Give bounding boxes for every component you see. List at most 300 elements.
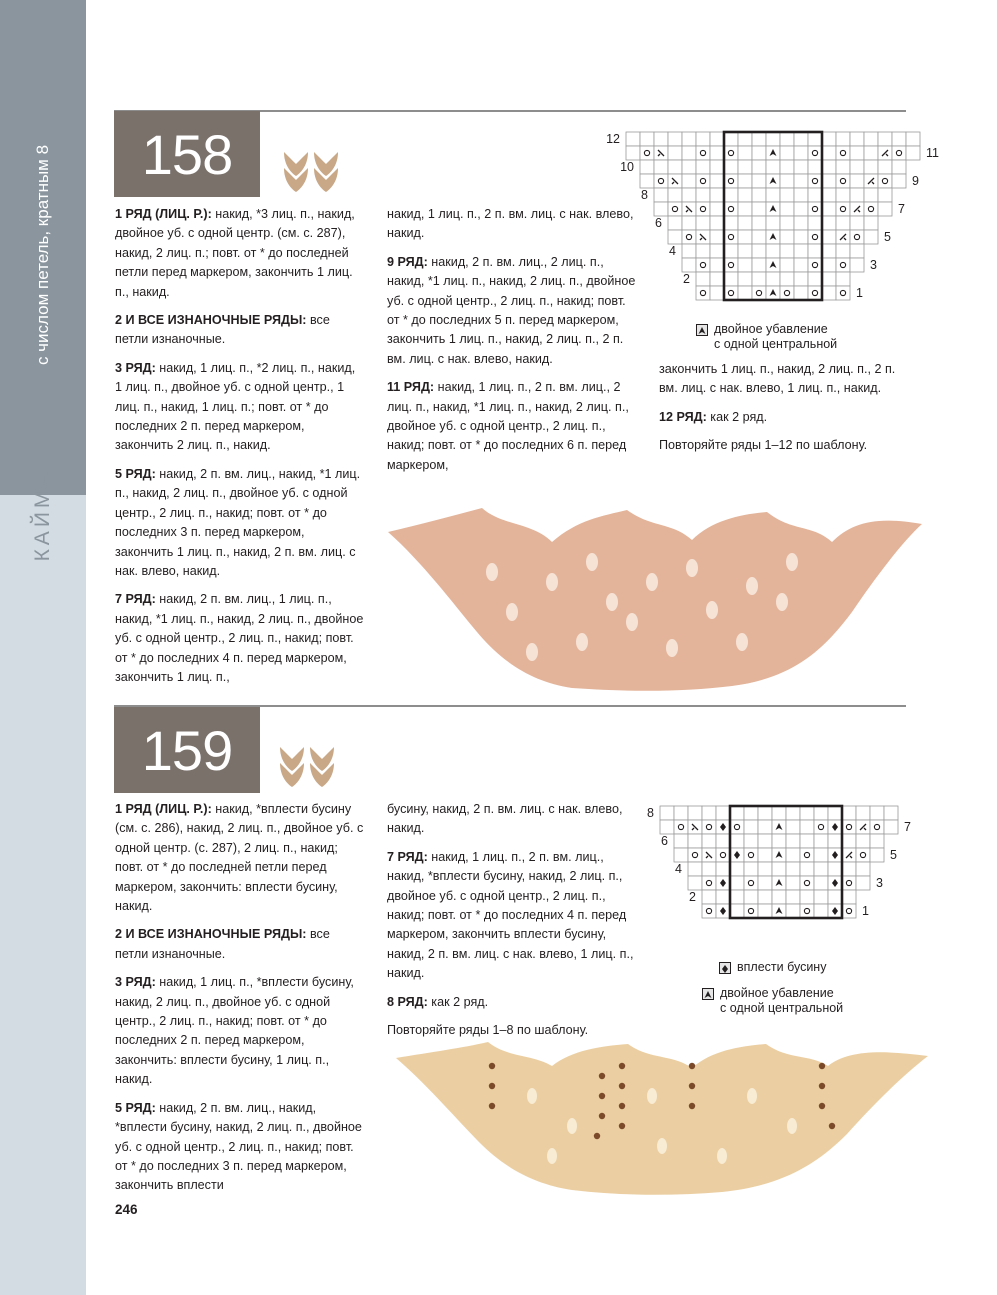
- chart-cell: [828, 834, 842, 848]
- chart-cell: [752, 202, 766, 216]
- chart-cell: [626, 146, 640, 160]
- chart-cell: [744, 820, 758, 834]
- bead-dot: [489, 1083, 495, 1089]
- pattern-159-instructions-col1: [115, 800, 365, 1205]
- chart-cell: [738, 272, 752, 286]
- eyelet-hole: [787, 1118, 797, 1134]
- chart-cell: [878, 202, 892, 216]
- bead-dot: [489, 1103, 495, 1109]
- chart-cell: [786, 862, 800, 876]
- chart-cell: [724, 286, 738, 300]
- chart-cell: [738, 132, 752, 146]
- eyelet-hole: [626, 613, 638, 631]
- chart-cell: [794, 174, 808, 188]
- row-number-label: 2: [683, 272, 690, 286]
- eyelet-hole: [527, 1088, 537, 1104]
- row-number-label: 4: [669, 244, 676, 258]
- chart-cell: [786, 806, 800, 820]
- chart-cell: [654, 160, 668, 174]
- chart-cell: [682, 258, 696, 272]
- bead-dot: [619, 1083, 625, 1089]
- instruction-row: [387, 800, 642, 839]
- knitted-swatch-159: [392, 1036, 932, 1198]
- chart-cell: [752, 132, 766, 146]
- chart-cell: [758, 876, 772, 890]
- chart-cell: [836, 272, 850, 286]
- chart-cell: [744, 904, 758, 918]
- chart-cell: [738, 258, 752, 272]
- chart-cell: [752, 216, 766, 230]
- chart-cell: [906, 146, 920, 160]
- row-number-label: 5: [884, 230, 891, 244]
- chart-cell: [758, 806, 772, 820]
- chart-cell: [892, 146, 906, 160]
- row-number-label: 5: [890, 848, 897, 862]
- chart-cell: [738, 216, 752, 230]
- chart-cell: [724, 202, 738, 216]
- chart-cell: [738, 146, 752, 160]
- chart-cell: [758, 848, 772, 862]
- chart-cell: [822, 258, 836, 272]
- chart-cell: [702, 806, 716, 820]
- row-number-label: 8: [647, 806, 654, 820]
- chart-cell: [856, 862, 870, 876]
- chart-cell: [842, 904, 856, 918]
- chart-cell: [814, 862, 828, 876]
- chart-cell: [752, 286, 766, 300]
- row-number-label: 4: [675, 862, 682, 876]
- chart-cell: [786, 834, 800, 848]
- chart-cell: [738, 174, 752, 188]
- chart-cell: [800, 890, 814, 904]
- chart-cell: [710, 230, 724, 244]
- chart-cell: [752, 160, 766, 174]
- eyelet-hole: [606, 593, 618, 611]
- chart-cell: [702, 876, 716, 890]
- chart-cell: [688, 862, 702, 876]
- chart-cell: [724, 132, 738, 146]
- chart-cell: [752, 188, 766, 202]
- chart-cell: [822, 230, 836, 244]
- bead-dot: [619, 1063, 625, 1069]
- instruction-row: [387, 378, 637, 475]
- eyelet-hole: [646, 573, 658, 591]
- chart-cell: [744, 848, 758, 862]
- chart-cell: [730, 806, 744, 820]
- chart-cell: [780, 230, 794, 244]
- chart-cell: [640, 132, 654, 146]
- chart-cell: [842, 834, 856, 848]
- chart-cell: [674, 806, 688, 820]
- eyelet-hole: [746, 577, 758, 595]
- chart-cell: [738, 244, 752, 258]
- chart-cell: [850, 146, 864, 160]
- chart-cell: [864, 146, 878, 160]
- chart-cell: [864, 132, 878, 146]
- row-number-label: 3: [870, 258, 877, 272]
- chart-cell: [738, 160, 752, 174]
- row-text: накид, 2 п. вм. лиц., накид, *вплести бусину, накид, 2 лиц. п., двойное уб. с одной центр., 2 лиц. п., накид; повт. от * до последних 3 п. перед маркером, закончить вплести: [115, 1100, 362, 1193]
- eyelet-hole: [786, 553, 798, 571]
- chart-cell: [836, 174, 850, 188]
- chart-cell: [878, 188, 892, 202]
- chart-cell: [878, 132, 892, 146]
- bead-dot: [689, 1083, 695, 1089]
- page-number: 246: [115, 1202, 138, 1217]
- row-text: Повторяйте ряды 1–12 по шаблону.: [659, 438, 868, 453]
- chart-cell: [688, 834, 702, 848]
- chart-cell: [682, 230, 696, 244]
- chart-cell: [702, 820, 716, 834]
- chart-cell: [660, 806, 674, 820]
- eyelet-hole: [567, 1118, 577, 1134]
- chart-cell: [822, 174, 836, 188]
- chart-cell: [780, 202, 794, 216]
- chart-cell: [696, 132, 710, 146]
- chart-cell: [892, 132, 906, 146]
- chart-cell: [808, 258, 822, 272]
- chart-cell: [716, 834, 730, 848]
- instruction-row: [115, 359, 365, 456]
- chart-cell: [794, 286, 808, 300]
- chart-cell: [870, 806, 884, 820]
- chart-cell: [850, 230, 864, 244]
- chart-cell: [828, 890, 842, 904]
- chart-cell: [696, 174, 710, 188]
- chart-cell: [836, 132, 850, 146]
- eyelet-hole: [666, 639, 678, 657]
- chart-cell: [696, 188, 710, 202]
- chart-cell: [794, 132, 808, 146]
- row-heading: 11 РЯД:: [387, 380, 435, 395]
- chart-cell: [780, 244, 794, 258]
- pattern-number-159: 159: [114, 707, 260, 793]
- chart-cell: [794, 146, 808, 160]
- chart-cell: [688, 806, 702, 820]
- row-text: все петли изнаночные.: [115, 927, 330, 961]
- bead-dot: [689, 1063, 695, 1069]
- chart-cell: [640, 160, 654, 174]
- chart-cell: [814, 806, 828, 820]
- chart-cell: [814, 820, 828, 834]
- chart-cell: [892, 160, 906, 174]
- row-number-label: 7: [904, 820, 911, 834]
- row-heading: 12 РЯД:: [659, 409, 707, 424]
- chart-cell: [822, 216, 836, 230]
- chart-cell: [696, 272, 710, 286]
- chart-cell: [668, 132, 682, 146]
- row-text: накид, 2 п. вм. лиц., накид, *1 лиц. п., накид, 2 лиц. п., двойное уб. с одной центр., 2 лиц. п., накид; повт. от * до последних 3 п. перед маркером, закончить 1 лиц. п., накид, 2 п. вм. лиц. с нак. влево, накид.: [115, 466, 361, 578]
- chart-cell: [744, 862, 758, 876]
- chart-cell: [856, 848, 870, 862]
- chart-cell: [738, 286, 752, 300]
- chart-cell: [800, 806, 814, 820]
- chart-cell: [808, 174, 822, 188]
- chart-cell: [654, 202, 668, 216]
- chart-cell: [674, 834, 688, 848]
- instruction-row: [115, 311, 365, 350]
- chart-cell: [794, 188, 808, 202]
- diamond-icon: [719, 962, 731, 974]
- chart-cell: [668, 146, 682, 160]
- chart-cell: [822, 188, 836, 202]
- chart-cell: [800, 876, 814, 890]
- chart-cell: [716, 806, 730, 820]
- chart-cell: [822, 160, 836, 174]
- row-number-label: 6: [661, 834, 668, 848]
- chart-cell: [668, 188, 682, 202]
- eyelet-hole: [586, 553, 598, 571]
- chart-cell: [696, 202, 710, 216]
- chart-cell: [850, 188, 864, 202]
- sidebar: с числом петель, кратным 8 КАЙМА: [0, 0, 86, 1295]
- chart-cell: [786, 904, 800, 918]
- chart-cell: [772, 834, 786, 848]
- chart-cell: [800, 862, 814, 876]
- chart-cell: [752, 244, 766, 258]
- chart-cell: [794, 272, 808, 286]
- pattern-158-instructions-col3: [659, 360, 909, 465]
- chart-cell: [822, 244, 836, 258]
- chart-cell: [744, 890, 758, 904]
- instruction-row: [115, 205, 365, 302]
- chart-cell: [822, 286, 836, 300]
- chart-cell: [800, 820, 814, 834]
- chart-cell: [864, 188, 878, 202]
- chart-cell: [724, 258, 738, 272]
- bead-dot: [594, 1133, 600, 1139]
- chart-cell: [702, 834, 716, 848]
- chart-cell: [688, 876, 702, 890]
- row-number-label: 8: [641, 188, 648, 202]
- chart-cell: [892, 174, 906, 188]
- chart-cell: [808, 202, 822, 216]
- chart-cell: [654, 132, 668, 146]
- chart-cell: [856, 806, 870, 820]
- chart-cell: [864, 230, 878, 244]
- row-number-label: 2: [689, 890, 696, 904]
- chart-cell: [864, 160, 878, 174]
- chart-cell: [772, 862, 786, 876]
- chart-cell: [766, 272, 780, 286]
- chart-cell: [884, 820, 898, 834]
- row-number-label: 11: [926, 146, 939, 160]
- chart-cell: [724, 146, 738, 160]
- chart-cell: [640, 174, 654, 188]
- chart-cell: [828, 806, 842, 820]
- eyelet-hole: [706, 601, 718, 619]
- bead-dot: [599, 1093, 605, 1099]
- chart-cell: [828, 862, 842, 876]
- chart-cell: [822, 146, 836, 160]
- legend-label-decrease: двойное убавление с одной центральной: [720, 986, 844, 1015]
- chart-cell: [814, 904, 828, 918]
- eyelet-hole: [576, 633, 588, 651]
- chart-cell: [786, 890, 800, 904]
- chart-cell: [710, 202, 724, 216]
- chart-cell: [850, 160, 864, 174]
- chart-cell: [668, 216, 682, 230]
- chart-cell: [710, 272, 724, 286]
- chart-cell: [794, 230, 808, 244]
- chart-cell: [842, 862, 856, 876]
- row-text: накид, 1 лиц. п., *вплести бусину, накид, 2 лиц. п., двойное уб. с одной центр., 2 лиц. п., накид; повт. от * до последних 2 п. перед маркером, закончить: вплести бусину, 1 лиц. п., накид.: [115, 975, 354, 1087]
- chart-cell: [780, 188, 794, 202]
- chart-cell: [842, 890, 856, 904]
- chart-cell: [730, 904, 744, 918]
- chart-cell: [674, 820, 688, 834]
- chart-cell: [696, 160, 710, 174]
- chart-cell: [696, 216, 710, 230]
- chart-cell: [702, 904, 716, 918]
- chart-cell: [682, 160, 696, 174]
- eyelet-hole: [657, 1138, 667, 1154]
- chart-cell: [870, 848, 884, 862]
- chart-cell: [780, 258, 794, 272]
- chart-cell: [842, 806, 856, 820]
- chart-cell: [766, 132, 780, 146]
- chart-cell: [780, 174, 794, 188]
- instruction-row: [387, 848, 642, 984]
- chart-cell: [786, 820, 800, 834]
- chart-cell: [696, 146, 710, 160]
- chart-cell: [772, 890, 786, 904]
- chart-cell: [668, 202, 682, 216]
- chart-cell: [752, 272, 766, 286]
- chart-cell: [772, 806, 786, 820]
- eyelet-hole: [547, 1148, 557, 1164]
- chart-cell: [808, 244, 822, 258]
- chart-cell: [822, 202, 836, 216]
- chart-cell: [724, 216, 738, 230]
- pattern-159-chart: [640, 800, 920, 924]
- chart-cell: [786, 876, 800, 890]
- chart-cell: [702, 890, 716, 904]
- chart-cell: [808, 286, 822, 300]
- eyelet-hole: [506, 603, 518, 621]
- eyelet-hole: [717, 1148, 727, 1164]
- chart-cell: [738, 202, 752, 216]
- chart-cell: [800, 834, 814, 848]
- chart-cell: [878, 160, 892, 174]
- row-number-label: 3: [876, 876, 883, 890]
- instruction-row: [659, 436, 909, 455]
- double-decrease-icon: [702, 988, 714, 1000]
- stitch-hearts-icon: [282, 150, 340, 192]
- chart-cell: [808, 272, 822, 286]
- chart-cell: [766, 160, 780, 174]
- chart-cell: [738, 188, 752, 202]
- chart-cell: [744, 834, 758, 848]
- chart-cell: [808, 160, 822, 174]
- chart-cell: [758, 890, 772, 904]
- chart-cell: [884, 806, 898, 820]
- chart-cell: [808, 216, 822, 230]
- row-number-label: 1: [856, 286, 863, 300]
- chart-cell: [850, 132, 864, 146]
- chart-cell: [850, 244, 864, 258]
- instruction-row: [659, 360, 909, 399]
- eyelet-hole: [747, 1088, 757, 1104]
- chart-cell: [682, 132, 696, 146]
- chart-cell: [822, 132, 836, 146]
- bead-dot: [819, 1063, 825, 1069]
- chart-cell: [682, 146, 696, 160]
- row-heading: 2 И ВСЕ ИЗНАНОЧНЫЕ РЯДЫ:: [115, 313, 307, 328]
- chart-cell: [786, 848, 800, 862]
- bead-dot: [619, 1123, 625, 1129]
- row-number-label: 12: [606, 132, 620, 146]
- eyelet-hole: [686, 559, 698, 577]
- chart-cell: [682, 244, 696, 258]
- row-number-label: 9: [912, 174, 919, 188]
- chart-cell: [780, 160, 794, 174]
- chart-cell: [780, 132, 794, 146]
- chart-cell: [842, 876, 856, 890]
- row-text: Повторяйте ряды 1–8 по шаблону.: [387, 1023, 589, 1038]
- chart-cell: [752, 146, 766, 160]
- row-text: накид, 1 лиц. п., *2 лиц. п., накид, 1 лиц. п., двойное уб. с одной центр., 1 лиц. п., накид, 1 лиц. п.; повт. от * до последних 2 п. перед маркером, закончить 2 лиц. п., накид.: [115, 360, 356, 453]
- chart-cell: [856, 834, 870, 848]
- chart-cell: [870, 834, 884, 848]
- chart-cell: [780, 216, 794, 230]
- chart-cell: [660, 820, 674, 834]
- chart-cell: [814, 876, 828, 890]
- knitted-swatch-158: [382, 502, 927, 694]
- row-heading: 1 РЯД (ЛИЦ. Р.):: [115, 802, 212, 816]
- chart-cell: [836, 244, 850, 258]
- chart-cell: [842, 820, 856, 834]
- chart-cell: [724, 244, 738, 258]
- chart-cell: [654, 188, 668, 202]
- chart-cell: [730, 834, 744, 848]
- eyelet-hole: [546, 573, 558, 591]
- row-number-label: 6: [655, 216, 662, 230]
- chart-cell: [724, 160, 738, 174]
- chart-cell: [814, 848, 828, 862]
- chart-cell: [836, 286, 850, 300]
- chart-cell: [794, 216, 808, 230]
- pattern-158-instructions-col1: [115, 205, 365, 696]
- chart-cell: [808, 146, 822, 160]
- chart-cell: [780, 146, 794, 160]
- chart-cell: [808, 132, 822, 146]
- instruction-row: [115, 590, 365, 687]
- chart-cell: [780, 272, 794, 286]
- chart-cell: [800, 904, 814, 918]
- row-heading: 9 РЯД:: [387, 254, 428, 269]
- chart-cell: [870, 820, 884, 834]
- row-text: накид, *3 лиц. п., накид, двойное уб. с одной центр. (см. с. 287), накид, 2 лиц. п.; повт. от * до последней петли перед маркером, закончить 1 лиц. п., накид.: [115, 207, 355, 299]
- double-decrease-icon: [696, 324, 708, 336]
- chart-cell: [822, 272, 836, 286]
- chart-cell: [906, 132, 920, 146]
- chart-cell: [744, 876, 758, 890]
- chart-cell: [766, 244, 780, 258]
- chart-cell: [710, 244, 724, 258]
- chart-cell: [752, 258, 766, 272]
- chart-cell: [836, 146, 850, 160]
- eyelet-hole: [776, 593, 788, 611]
- chart-cell: [682, 188, 696, 202]
- chart-cell: [808, 230, 822, 244]
- chart-cell: [850, 258, 864, 272]
- eyelet-hole: [526, 643, 538, 661]
- instruction-row: [115, 465, 365, 581]
- chart-cell: [864, 202, 878, 216]
- chart-cell: [710, 216, 724, 230]
- chart-cell: [738, 230, 752, 244]
